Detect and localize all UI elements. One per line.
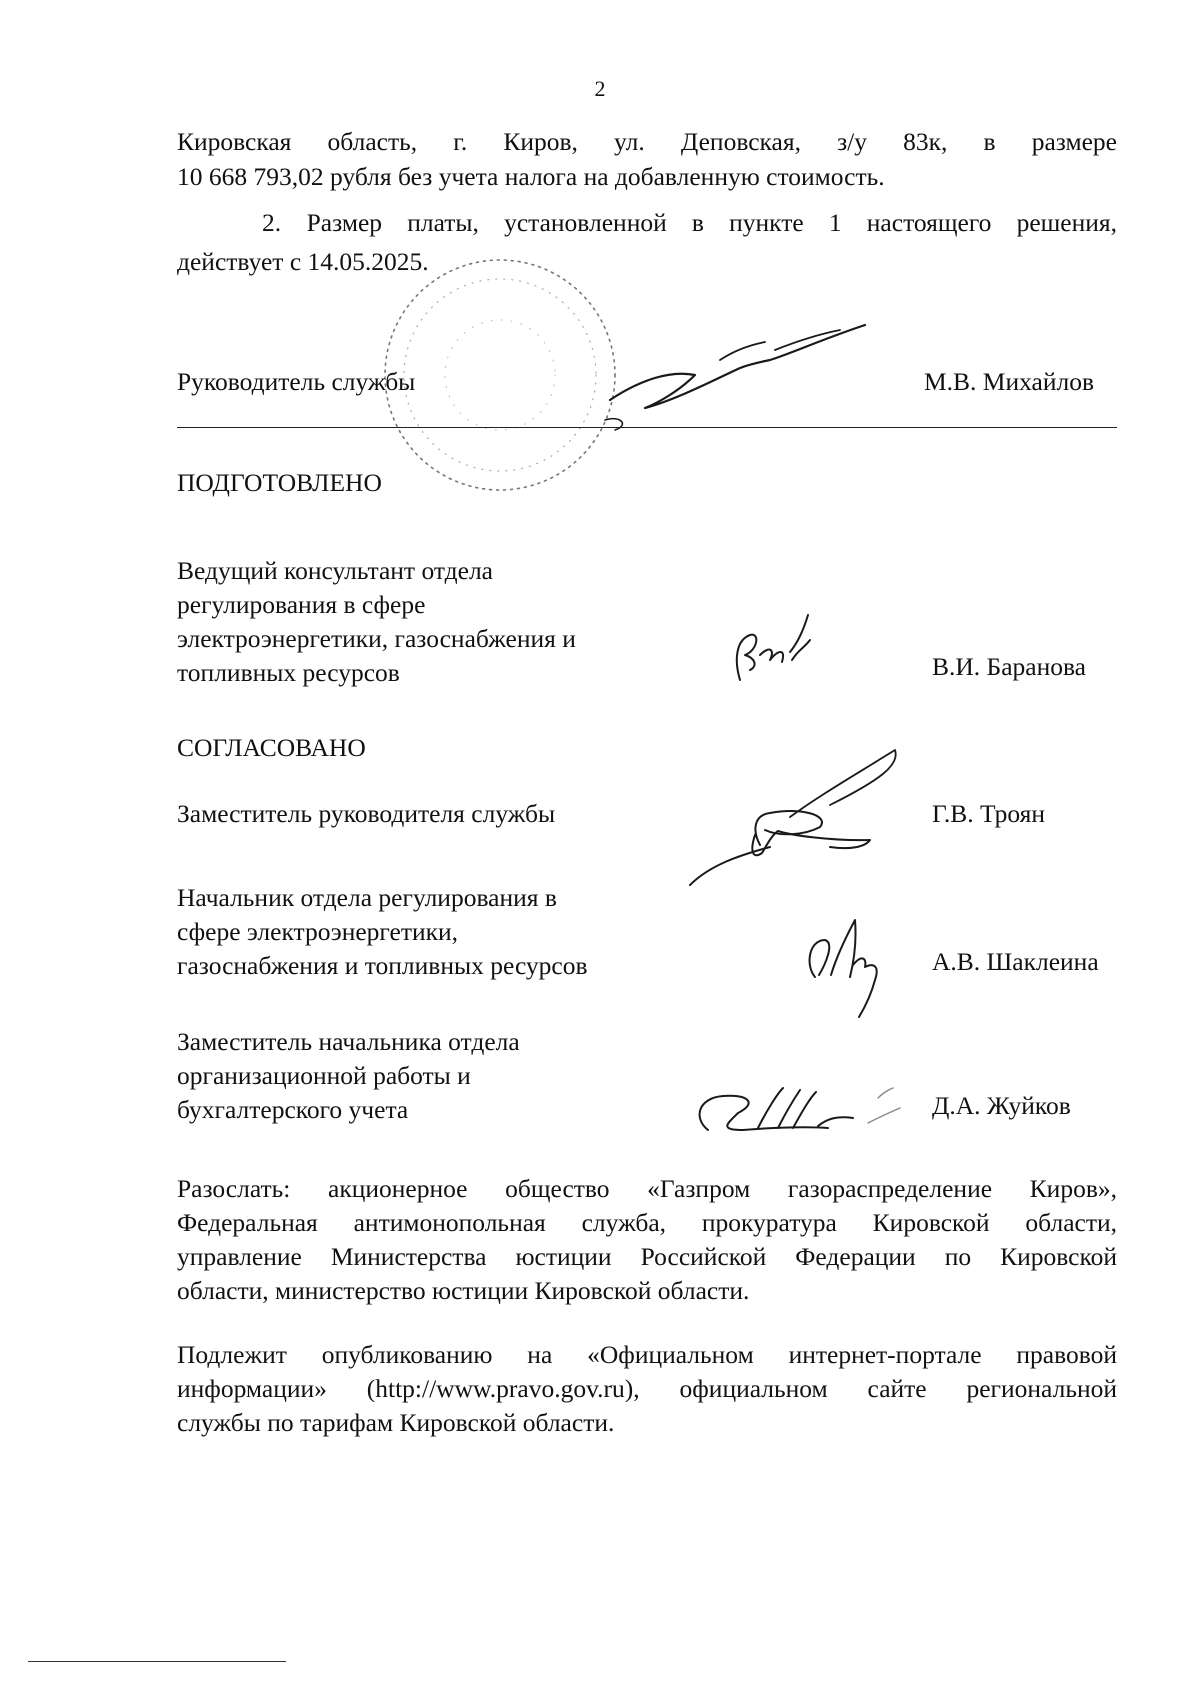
prepared-position-line: электроэнергетики, газоснабжения и [177,624,576,653]
agreed-position-1: Заместитель руководителя службы [177,799,556,828]
publication-line-3: службы по тарифам Кировской области. [177,1408,615,1437]
paragraph-2-line-2: действует с 14.05.2025. [177,247,429,276]
agreed-signature-2-image [795,905,905,1025]
agreed-signature-3-image [688,1068,908,1148]
agreed-position-2 [177,881,588,983]
distribution-line-3: управление Министерства юстиции Российской Федерации по Кировской [177,1242,1117,1271]
agreed-name-1: Г.В. Троян [932,799,1045,828]
prepared-name: В.И. Баранова [932,652,1086,681]
agreed-name-3: Д.А. Жуйков [932,1091,1071,1120]
agreed-position-3-line: организационной работы и [177,1061,471,1090]
prepared-position [177,554,576,690]
distribution-line-4: области, министерство юстиции Кировской области. [177,1276,750,1305]
prepared-position-line: Ведущий консультант отдела [177,556,493,585]
paragraph-1-line-1: Кировская область, г. Киров, ул. Деповская, з/у 83к, в размере [177,127,1117,156]
agreed-position-3-line: бухгалтерского учета [177,1095,409,1124]
prepared-heading: ПОДГОТОВЛЕНО [177,468,382,497]
paragraph-2-line-1: 2. Размер платы, установленной в пункте 1 настоящего решения, [262,208,1117,237]
agreed-name-2: А.В. Шаклеина [932,947,1099,976]
prepared-signature-image [720,610,830,690]
head-name: М.В. Михайлов [924,367,1095,396]
agreed-position-3-line: Заместитель начальника отдела [177,1027,520,1056]
agreed-heading: СОГЛАСОВАНО [177,733,366,762]
paragraph-1-line-2: 10 668 793,02 рубля без учета налога на добавленную стоимость. [177,162,885,191]
page-number: 2 [594,76,606,101]
agreed-position-2-line: Начальник отдела регулирования в [177,883,557,912]
agreed-signature-1-image [680,735,920,905]
agreed-position-2-line: сфере электроэнергетики, [177,917,459,946]
prepared-position-line: регулирования в сфере [177,590,426,619]
signature-rule [177,427,1117,428]
distribution-line-2: Федеральная антимонопольная служба, прокуратура Кировской области, [177,1208,1117,1237]
publication-line-2: информации» (http://www.pravo.gov.ru), официальном сайте региональной [177,1374,1117,1403]
head-signature-image [600,320,880,440]
agreed-position-2-line: газоснабжения и топливных ресурсов [177,951,588,980]
prepared-position-line: топливных ресурсов [177,658,400,687]
publication-line-1: Подлежит опубликованию на «Официальном интернет-портале правовой [177,1340,1117,1369]
distribution-line-1: Разослать: акционерное общество «Газпром газораспределение Киров», [177,1174,1117,1203]
footer-rule [28,1661,286,1662]
agreed-position-3 [177,1025,520,1127]
head-position: Руководитель службы [177,367,416,396]
